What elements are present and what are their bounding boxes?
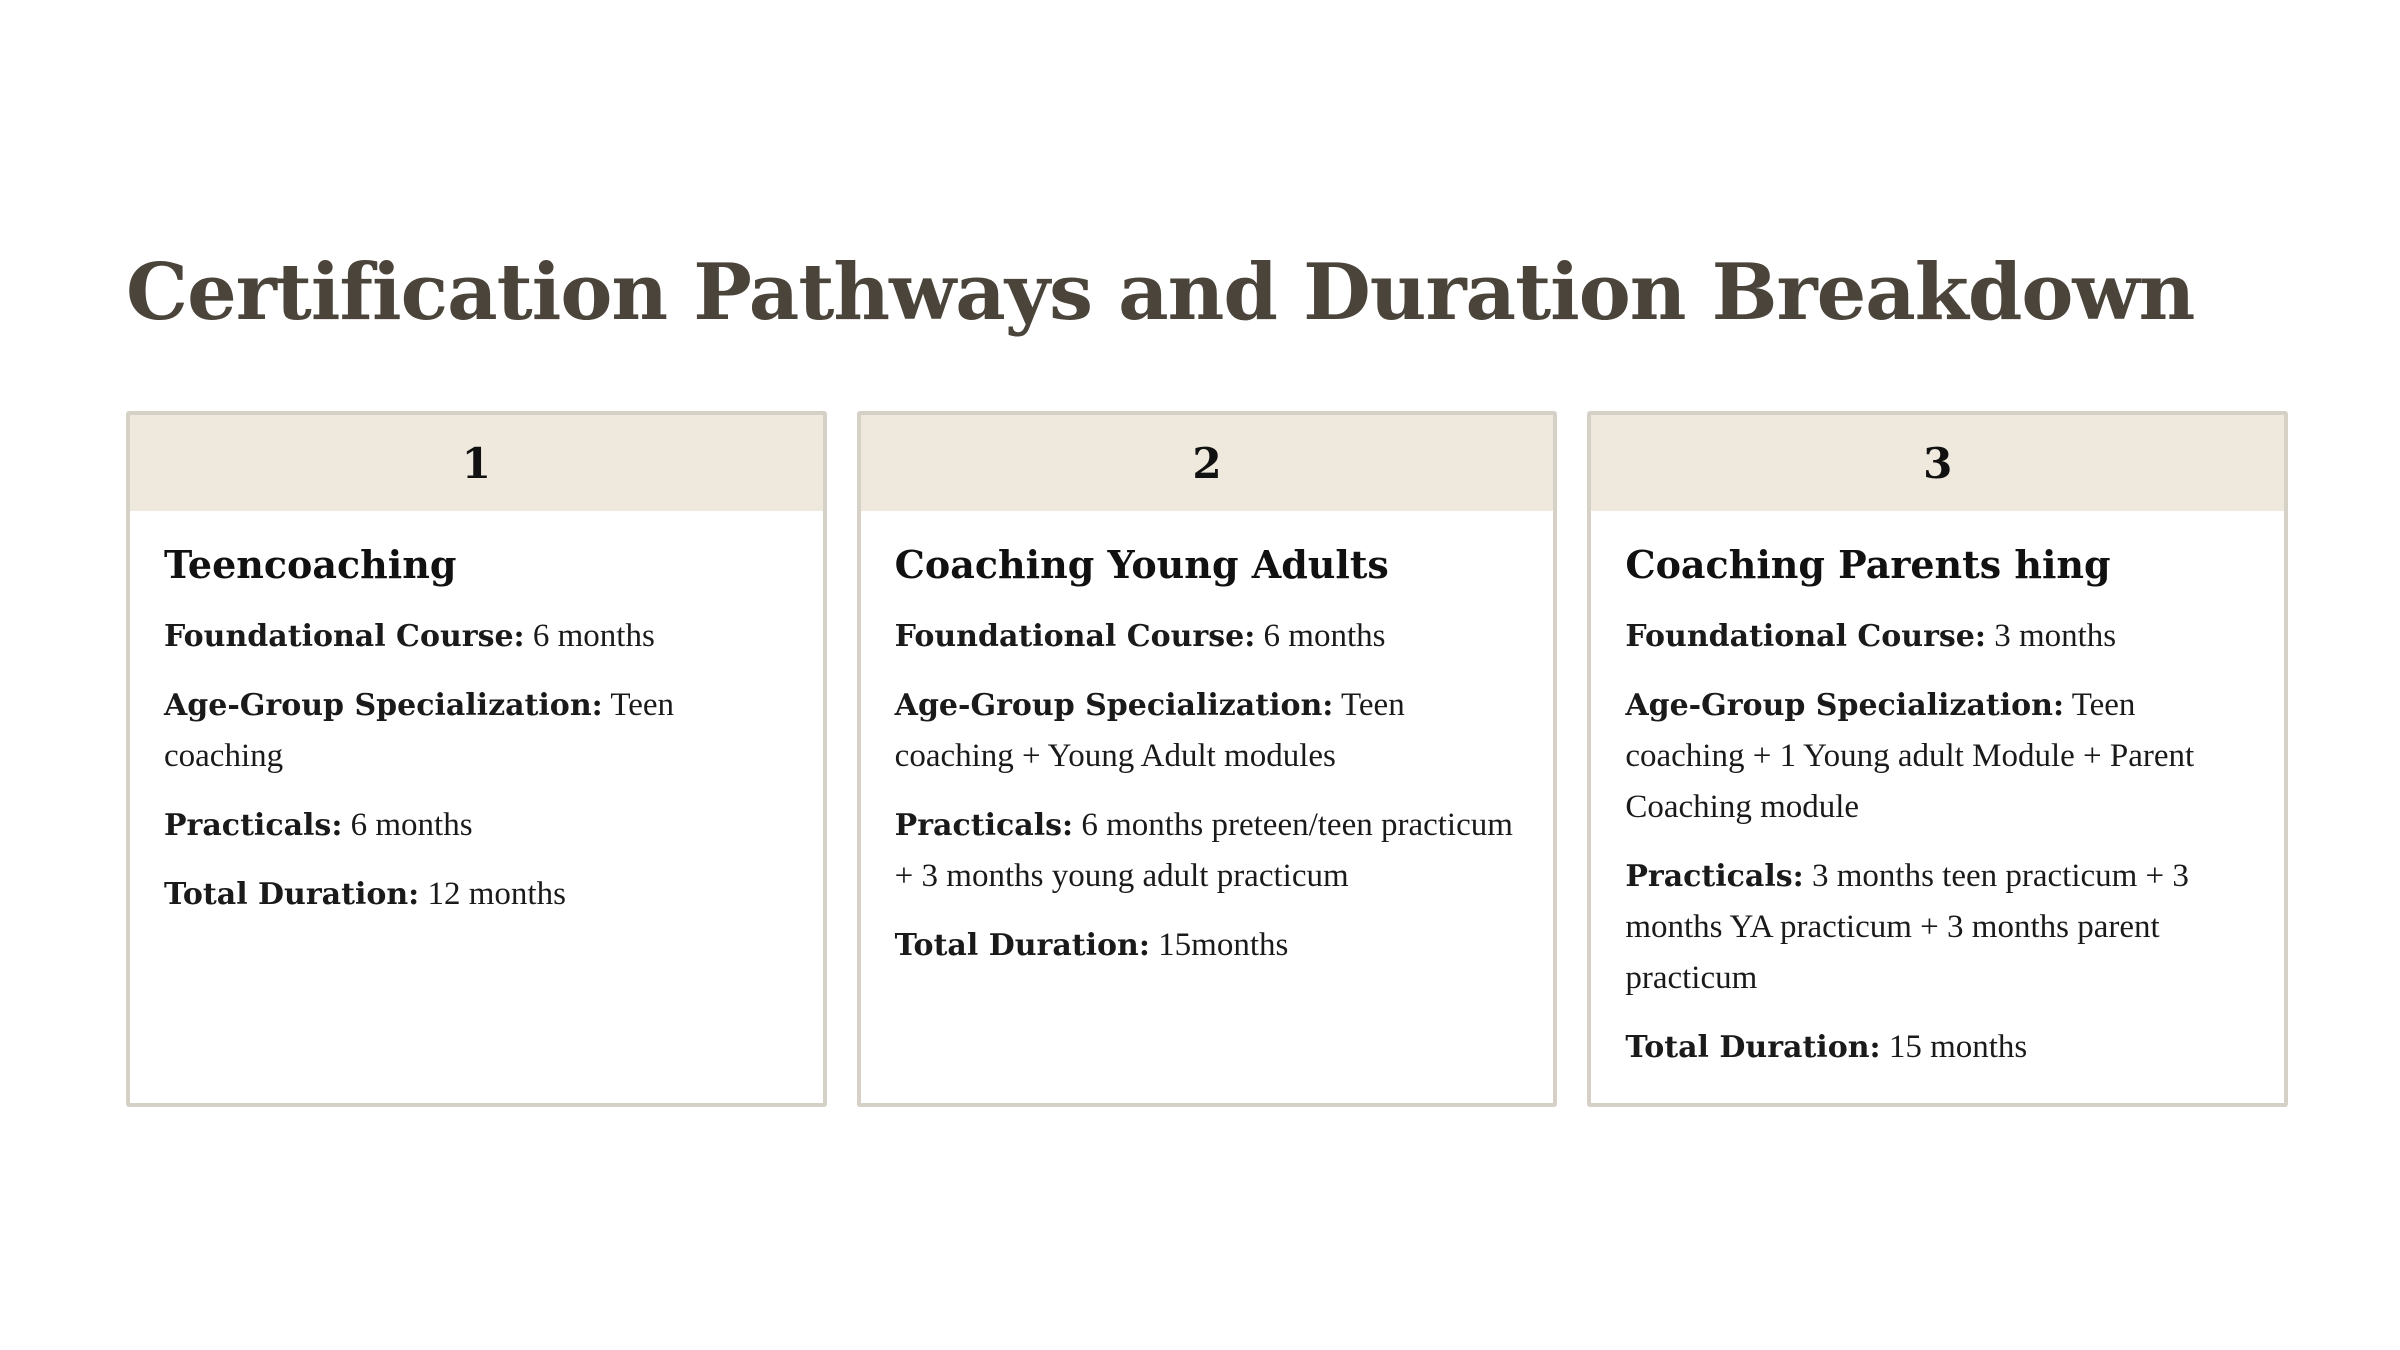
- row-label: Practicals:: [894, 808, 1074, 843]
- specialization-row: [895, 680, 1520, 782]
- card-body: [130, 511, 823, 958]
- card-number: 1: [130, 415, 823, 511]
- row-label: Age-Group Specialization:: [894, 688, 1334, 723]
- card-number: 3: [1591, 415, 2284, 511]
- row-value: Teen coaching + 1 Young adult Module + Parent Coaching module: [1625, 687, 2195, 825]
- row-value: Teen coaching: [164, 687, 675, 774]
- foundational-course-row: [1625, 611, 2250, 662]
- row-value: Teen coaching + Young Adult modules: [894, 687, 1405, 774]
- page-title: Certification Pathways and Duration Breakdown: [126, 247, 2195, 338]
- card-title: Coaching Parents hing: [1625, 542, 2111, 587]
- card-body: [861, 511, 1554, 1009]
- row-value: 6 months: [524, 618, 655, 654]
- card-number: 2: [861, 415, 1554, 511]
- card-title: Coaching Young Adults: [894, 542, 1389, 587]
- row-label: Total Duration:: [894, 928, 1150, 963]
- row-value: 6 months: [342, 807, 473, 843]
- row-label: Total Duration:: [164, 877, 420, 912]
- row-label: Foundational Course:: [164, 619, 525, 654]
- foundational-course-row: [895, 611, 1520, 662]
- row-value: 3 months teen practicum + 3 months YA practicum + 3 months parent practicum: [1625, 858, 2189, 996]
- total-duration-row: [164, 869, 789, 920]
- row-label: Total Duration:: [1625, 1030, 1881, 1065]
- row-value: 15 months: [1880, 1029, 2028, 1065]
- row-value: 12 months: [419, 876, 566, 912]
- pathway-card-parents: [1587, 411, 2288, 1107]
- pathway-card-teencoaching: [126, 411, 827, 1107]
- specialization-row: [1625, 680, 2250, 833]
- row-value: 15months: [1149, 927, 1289, 963]
- row-label: Foundational Course:: [1625, 619, 1986, 654]
- pathway-card-young-adults: [857, 411, 1558, 1107]
- total-duration-row: [1625, 1022, 2250, 1073]
- row-value: 6 months preteen/teen practicum + 3 months young adult practicum: [894, 807, 1513, 894]
- row-value: 3 months: [1985, 618, 2117, 654]
- row-label: Practicals:: [1625, 859, 1804, 894]
- row-value: 6 months: [1255, 618, 1386, 654]
- practicals-row: [895, 800, 1520, 902]
- row-label: Age-Group Specialization:: [164, 688, 603, 723]
- row-label: Age-Group Specialization:: [1625, 688, 2065, 723]
- row-label: Practicals:: [164, 808, 343, 843]
- pathway-cards: [126, 411, 2288, 1107]
- card-title: Teencoaching: [164, 542, 457, 587]
- card-body: [1591, 511, 2284, 1107]
- foundational-course-row: [164, 611, 789, 662]
- practicals-row: [1625, 851, 2250, 1004]
- row-label: Foundational Course:: [894, 619, 1256, 654]
- practicals-row: [164, 800, 789, 851]
- specialization-row: [164, 680, 789, 782]
- total-duration-row: [895, 920, 1520, 971]
